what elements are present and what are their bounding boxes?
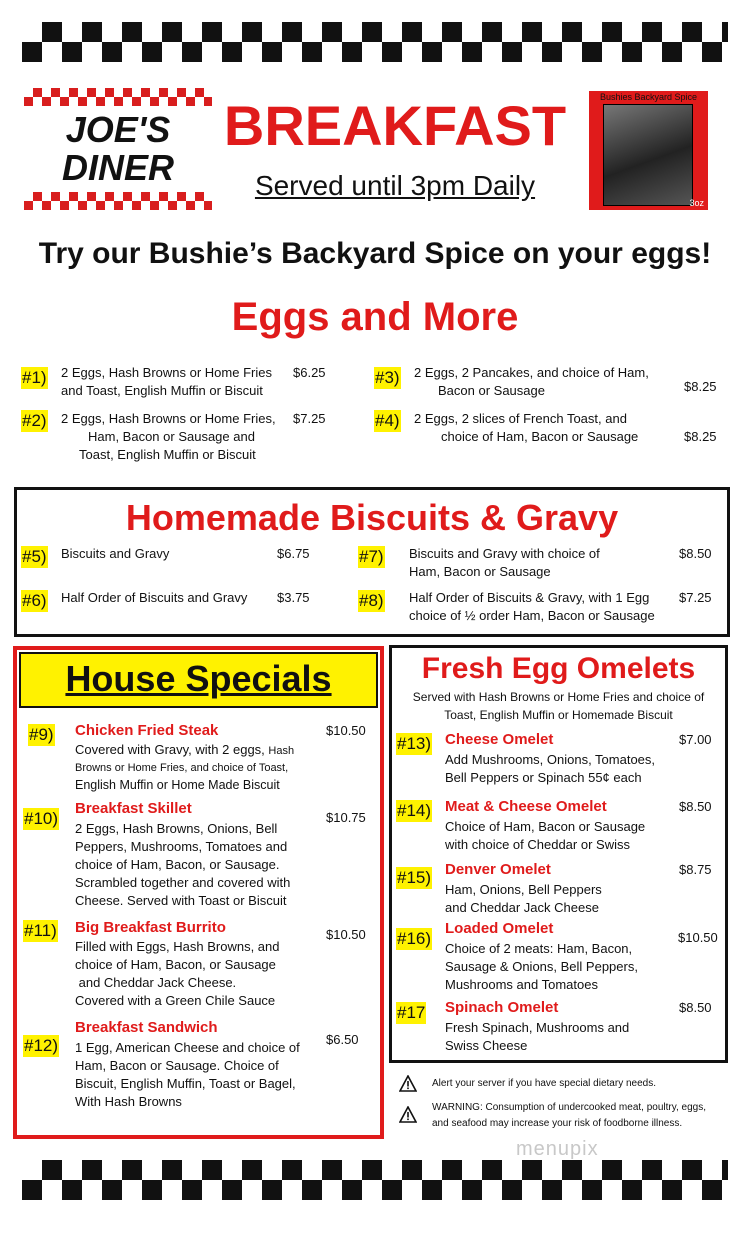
item-name: Meat & Cheese Omelet bbox=[445, 798, 607, 815]
item-name: Breakfast Sandwich bbox=[75, 1019, 218, 1036]
dietary-alert: Alert your server if you have special dietary needs. bbox=[432, 1078, 656, 1089]
item-name: Spinach Omelet bbox=[445, 999, 559, 1016]
item-name: Breakfast Skillet bbox=[75, 800, 192, 817]
item-desc-line: and Cheddar Jack Cheese. bbox=[75, 975, 237, 990]
item-desc-line: Choice of Ham, Bacon or Sausage bbox=[445, 819, 646, 834]
item-desc-line: 2 Eggs, Hash Browns or Home Fries, bbox=[61, 411, 276, 426]
item-desc-line: and Toast, English Muffin or Biscuit bbox=[61, 383, 263, 398]
item-price: $7.00 bbox=[679, 732, 712, 747]
item-desc-line: Filled with Eggs, Hash Browns, and bbox=[75, 939, 280, 954]
logo-checker-top bbox=[24, 88, 212, 106]
item-number: #5) bbox=[22, 547, 47, 566]
item-desc-line: choice of Ham, Bacon or Sausage bbox=[441, 429, 639, 444]
section-title-eggs: Eggs and More bbox=[231, 295, 519, 339]
item-desc-line: English Muffin or Home Made Biscuit bbox=[75, 778, 280, 792]
item-price: $8.50 bbox=[679, 1000, 712, 1015]
item-desc-line: Fresh Spinach, Mushrooms and bbox=[445, 1020, 630, 1035]
item-price: $10.75 bbox=[326, 810, 366, 825]
item-number: #10) bbox=[24, 809, 59, 828]
logo-line-1: JOE'S bbox=[65, 109, 171, 150]
foodborne-warning bbox=[432, 1100, 706, 1132]
item-price: $7.25 bbox=[293, 411, 326, 426]
item-name: Chicken Fried Steak bbox=[75, 722, 219, 739]
item-price: $10.50 bbox=[326, 927, 366, 942]
item-price: $8.50 bbox=[679, 546, 712, 561]
joes-diner-logo bbox=[24, 88, 212, 212]
warning-line: and seafood may increase your risk of foodborne illness. bbox=[432, 1118, 683, 1129]
item-number: #9) bbox=[29, 725, 54, 744]
item-desc-line: choice of Ham, Bacon, or Sausage. bbox=[75, 857, 280, 872]
watermark: menupix bbox=[516, 1138, 599, 1160]
item-number: #1) bbox=[22, 368, 47, 387]
item-price: $6.50 bbox=[326, 1032, 359, 1047]
promo-line: Try our Bushie’s Backyard Spice on your eggs! bbox=[38, 237, 712, 270]
item-number: #6) bbox=[22, 591, 47, 610]
item-desc-line: with choice of Cheddar or Swiss bbox=[445, 837, 630, 852]
item-number: #8) bbox=[359, 591, 384, 610]
item-number: #11) bbox=[24, 921, 57, 940]
item-desc-line: Half Order of Biscuits & Gravy, with 1 Egg bbox=[409, 590, 650, 605]
item-desc-line: Bell Peppers or Spinach 55¢ each bbox=[445, 770, 642, 785]
item-desc-line: 2 Eggs, 2 Pancakes, and choice of Ham, bbox=[414, 365, 649, 380]
item-desc-line: Toast, English Muffin or Biscuit bbox=[79, 447, 256, 462]
item-number: #13) bbox=[397, 734, 432, 753]
item-desc-line: Ham, Bacon or Sausage and bbox=[88, 429, 255, 444]
logo-checker-bottom bbox=[24, 192, 212, 210]
item-desc-line: Ham, Bacon or Sausage. Choice of bbox=[75, 1058, 279, 1073]
spice-size: 3oz bbox=[689, 198, 704, 208]
section-title-omelets: Fresh Egg Omelets bbox=[421, 652, 696, 685]
warning-line: WARNING: Consumption of undercooked meat, poultry, eggs, bbox=[432, 1102, 707, 1113]
item-desc-line: 2 Eggs, Hash Browns, Onions, Bell bbox=[75, 821, 278, 836]
top-checker-border bbox=[22, 22, 728, 62]
item-desc-line: Add Mushrooms, Onions, Tomatoes, bbox=[445, 752, 656, 767]
spice-product-image bbox=[589, 91, 708, 210]
item-name: Loaded Omelet bbox=[445, 920, 554, 937]
item-name: Denver Omelet bbox=[445, 861, 551, 878]
item-desc-line: Biscuit, English Muffin, Toast or Bagel, bbox=[75, 1076, 296, 1091]
item-desc-line: choice of ½ order Ham, Bacon or Sausage bbox=[409, 608, 655, 623]
item-number: #16) bbox=[397, 929, 432, 948]
item-price: $10.50 bbox=[678, 930, 718, 945]
item-price: $8.25 bbox=[684, 379, 717, 394]
item-number: #3) bbox=[375, 368, 400, 387]
item-desc-line: Swiss Cheese bbox=[445, 1038, 528, 1053]
item-desc-line: Biscuits and Gravy with choice of bbox=[409, 546, 600, 561]
spice-photo bbox=[603, 104, 693, 206]
item-desc-line: Covered with a Green Chile Sauce bbox=[75, 993, 276, 1008]
item-desc-line: Browns or Home Fries, and choice of Toast, bbox=[75, 762, 289, 774]
item-number: #14) bbox=[397, 801, 432, 820]
item-desc-line: 1 Egg, American Cheese and choice of bbox=[75, 1040, 300, 1055]
item-desc-text: Covered with Gravy, with 2 eggs, bbox=[75, 742, 265, 757]
logo-line-2: DINER bbox=[61, 147, 174, 188]
omelets-subtitle-line: Toast, English Muffin or Homemade Biscuit bbox=[444, 708, 673, 722]
item-price: $6.25 bbox=[293, 365, 326, 380]
item-name: Cheese Omelet bbox=[445, 731, 554, 748]
bottom-checker-border bbox=[22, 1160, 728, 1200]
item-number: #12) bbox=[24, 1036, 59, 1055]
omelets-subtitle-line: Served with Hash Browns or Home Fries and choice of bbox=[412, 690, 705, 704]
item-price: $10.50 bbox=[326, 723, 366, 738]
section-title-house-specials: House Specials bbox=[65, 658, 332, 699]
item-price: $7.25 bbox=[679, 590, 712, 605]
item-number: #2) bbox=[22, 411, 47, 430]
item-desc-line: Bacon or Sausage bbox=[438, 383, 545, 398]
item-desc-line: and Cheddar Jack Cheese bbox=[445, 900, 599, 915]
item-number: #7) bbox=[359, 547, 384, 566]
item-desc-line: 2 Eggs, Hash Browns or Home Fries bbox=[61, 365, 272, 380]
page-subtitle bbox=[220, 170, 570, 202]
item-price: $8.25 bbox=[684, 429, 717, 444]
item-desc-line: Sausage & Onions, Bell Peppers, bbox=[445, 959, 638, 974]
item-desc-line: Mushrooms and Tomatoes bbox=[445, 977, 598, 992]
item-desc-line: Scrambled together and covered with bbox=[75, 875, 291, 890]
item-desc-line: 2 Eggs, 2 slices of French Toast, and bbox=[414, 411, 627, 426]
omelets-subtitle bbox=[389, 688, 728, 724]
item-number: #4) bbox=[375, 411, 400, 430]
item-desc-line: Biscuits and Gravy bbox=[61, 546, 170, 561]
item-price: $8.50 bbox=[679, 799, 712, 814]
item-desc-line: Cheese. Served with Toast or Biscuit bbox=[75, 893, 287, 908]
item-desc-line: Half Order of Biscuits and Gravy bbox=[61, 590, 248, 605]
item-desc-text: Hash bbox=[268, 745, 295, 757]
item-desc-line: Ham, Bacon or Sausage bbox=[409, 564, 551, 579]
item-desc-line bbox=[75, 741, 294, 760]
item-desc-line: Choice of 2 meats: Ham, Bacon, bbox=[445, 941, 633, 956]
item-desc-line: Ham, Onions, Bell Peppers bbox=[445, 882, 602, 897]
item-desc-line: Peppers, Mushrooms, Tomatoes and bbox=[75, 839, 288, 854]
item-name: Big Breakfast Burrito bbox=[75, 919, 226, 936]
page-title: BREAKFAST bbox=[223, 94, 567, 157]
item-price: $8.75 bbox=[679, 862, 712, 877]
warning-icon bbox=[399, 1106, 417, 1124]
spice-label: Bushies Backyard Spice bbox=[599, 92, 698, 102]
item-price: $6.75 bbox=[277, 546, 310, 561]
item-number: #17 bbox=[397, 1003, 426, 1022]
subtitle-text: Served until 3pm Daily bbox=[254, 170, 536, 201]
item-desc-line: choice of Ham, Bacon, or Sausage bbox=[75, 957, 276, 972]
item-desc-line: With Hash Browns bbox=[75, 1094, 182, 1109]
warning-icon bbox=[399, 1075, 417, 1093]
section-title-biscuits: Homemade Biscuits & Gravy bbox=[125, 497, 619, 538]
item-price: $3.75 bbox=[277, 590, 310, 605]
item-number: #15) bbox=[397, 868, 432, 887]
